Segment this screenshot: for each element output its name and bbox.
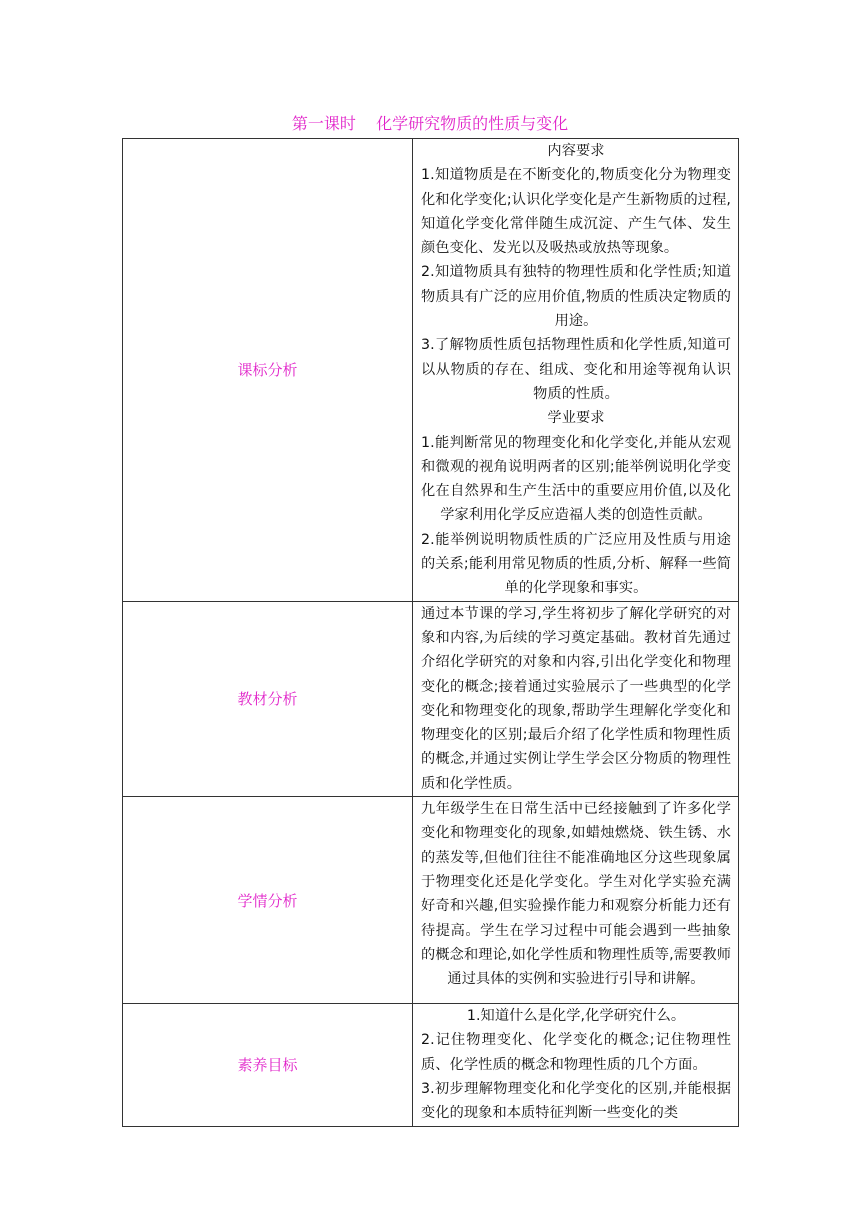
content-paragraph: 3.了解物质性质包括物理性质和化学性质,知道可以从物质的存在、组成、变化和用途等视角认识物质的性质。 [421,337,731,402]
row-label: 素养目标 [123,1004,413,1126]
content-paragraph: 2.能举例说明物质性质的广泛应用及性质与用途的关系;能利用常见物质的性质,分析、解释一些简单的化学现象和事实。 [421,531,731,597]
table-row [123,139,739,602]
page-title: 第一课时 化学研究物质的性质与变化 [291,114,569,133]
content-paragraph: 1.能判断常见的物理变化和化学变化,并能从宏观和微观的视角说明两者的区别;能举例说明化学变化在自然界和生产生活中的重要应用价值,以及化学家利用化学反应造福人类的创造性贡献。 [421,434,731,524]
table-row [123,1004,739,1126]
row-content [413,1004,739,1126]
content-paragraph: 1.知道物质是在不断变化的,物质变化分为物理变化和化学变化;认识化学变化是产生新物质的过程,知道化学变化常伴随生成沉淀、产生气体、发生颜色变化、发光以及吸热或放热等现象。 [421,167,731,257]
content-heading: 学业要求 [547,410,605,427]
content-heading: 内容要求 [547,143,605,159]
row-label: 教材分析 [123,601,413,796]
content-paragraph: 2.知道物质具有独特的物理性质和化学性质;知道物质具有广泛的应用价值,物质的性质决定物质的用途。 [421,264,731,330]
table-row [123,797,739,1004]
lesson-analysis-table [122,138,739,1127]
content-paragraph: 3.初步理解物理变化和化学变化的区别,并能根据变化的现象和本质特征判断一些变化的类 [421,1080,731,1122]
content-paragraph: 2.记住物理变化、化学变化的概念;记住物理性质、化学性质的概念和物理性质的几个方面。 [421,1032,731,1073]
content-paragraph: 1.知道什么是化学,化学研究什么。 [466,1008,686,1025]
row-content [413,601,739,796]
table-row [123,601,739,796]
row-label: 学情分析 [123,797,413,1004]
row-content [413,797,739,1004]
content-paragraph: 通过本节课的学习,学生将初步了解化学研究的对象和内容,为后续的学习奠定基础。教材首先通过介绍化学研究的对象和内容,引出化学变化和物理变化的概念;接着通过实验展示了一些典型的化学变化和物理变化的现象,帮助学生理解化学变化和物理变化的区别;最后介绍了化学性质和物理性质的概念,并通过实例让学生学会区分物质的物理性质和化学性质。 [421,605,731,792]
content-paragraph: 九年级学生在日常生活中已经接触到了许多化学变化和物理变化的现象,如蜡烛燃烧、铁生锈、水的蒸发等,但他们往往不能准确地区分这些现象属于物理变化还是化学变化。学生对化学实验充满好奇和兴趣,但实验操作能力和观察分析能力还有待提高。学生在学习过程中可能会遇到一些抽象的概念和理论,如化学性质和物理性质等,需要教师通过具体的实例和实验进行引导和讲解。 [421,801,731,988]
row-label: 课标分析 [123,139,413,602]
row-content [413,139,739,602]
